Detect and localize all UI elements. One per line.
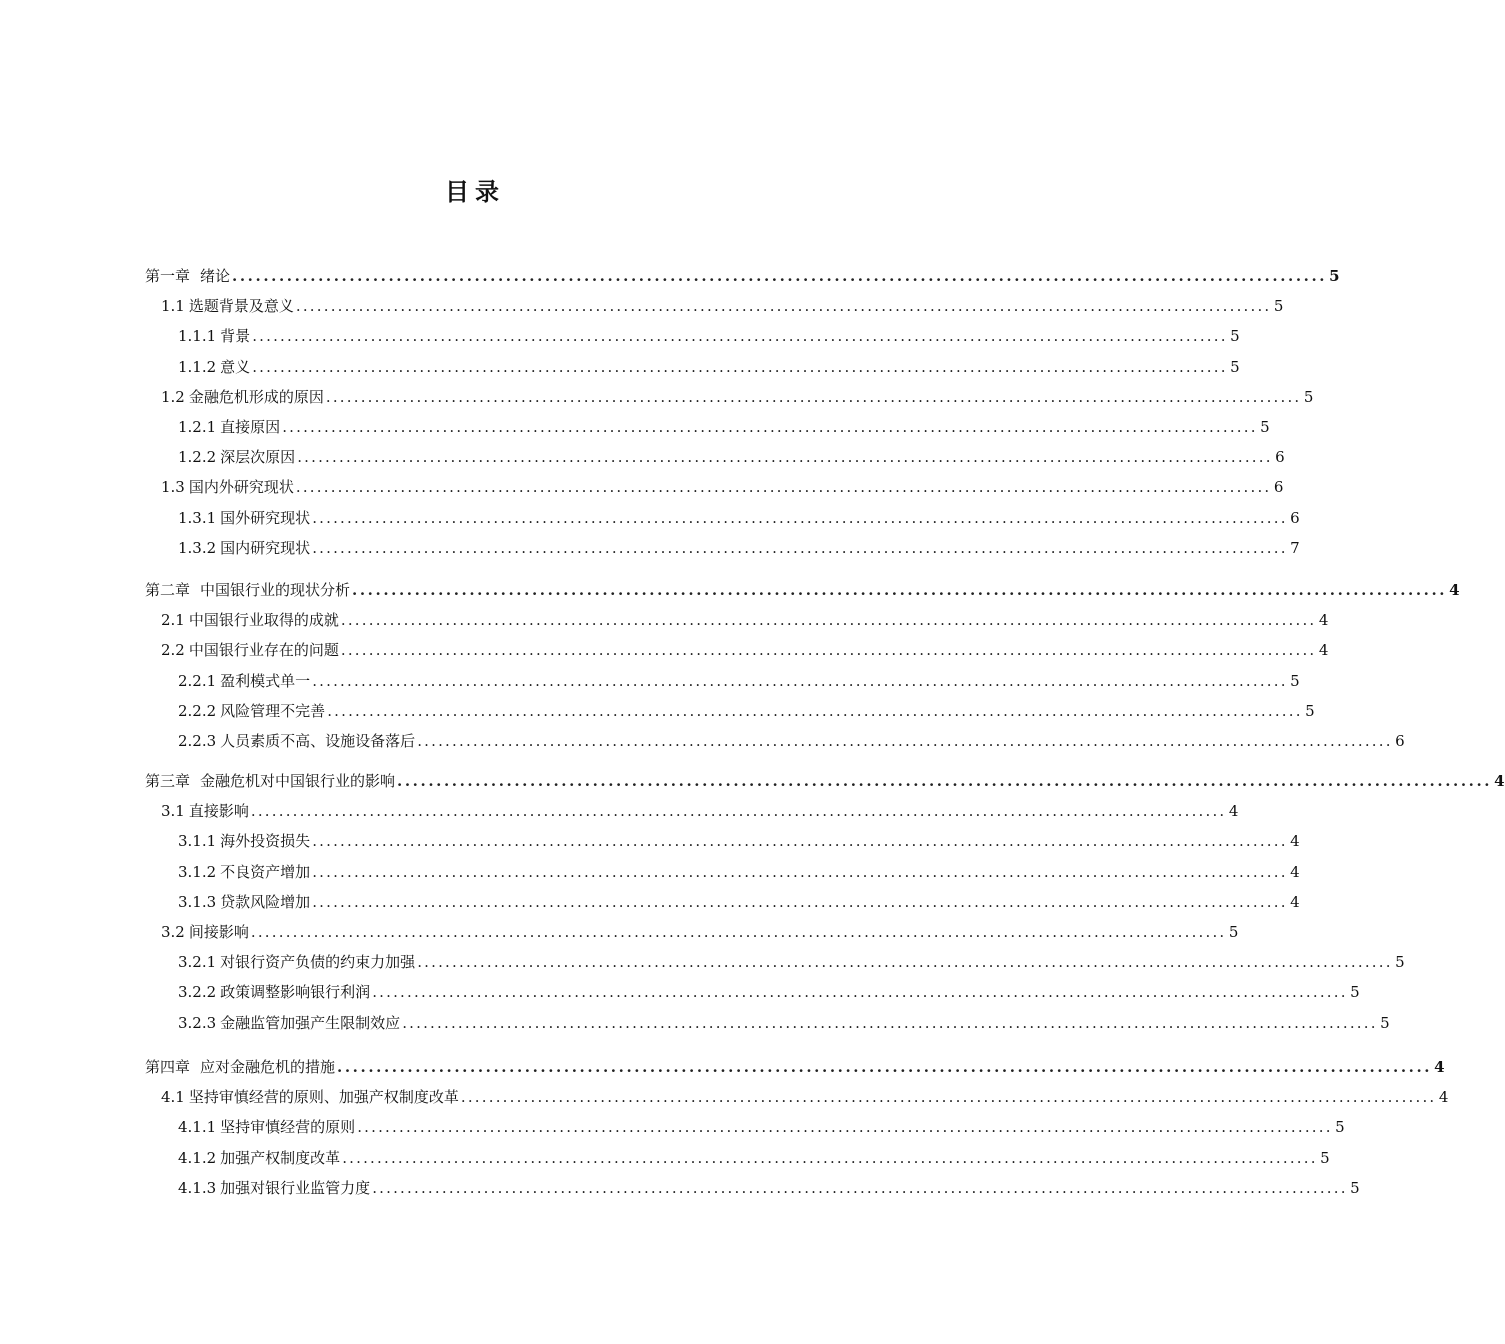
- toc-text: 中国银行业取得的成就: [188, 611, 339, 630]
- toc-text: 风险管理不完善: [220, 701, 326, 720]
- toc-number: 1.1.2: [178, 357, 217, 376]
- toc-number: 3.2: [161, 923, 185, 941]
- toc-leader-dots: ............................................................................................................................................: [232, 267, 1328, 285]
- toc-entry: [161, 638, 1329, 660]
- toc-text: 人员素质不高、设施设备落后: [220, 732, 416, 750]
- toc-leader-dots: ............................................................................................................................................: [295, 297, 1272, 316]
- toc-page-number: 4: [1228, 802, 1239, 821]
- toc-leader-dots: ............................................................................................................................................: [325, 387, 1302, 406]
- toc-page-number: 5: [1380, 1013, 1390, 1032]
- toc-leader-dots: ............................................................................................................................................: [460, 1088, 1437, 1107]
- toc-text: 中国银行业的现状分析: [200, 581, 351, 599]
- toc-entry: [178, 980, 1360, 1002]
- toc-text: 背景: [220, 327, 251, 346]
- toc-leader-dots: ............................................................................................................................................: [312, 892, 1288, 911]
- toc-number: 3.1.3: [178, 892, 217, 911]
- toc-number: 第一章: [145, 267, 191, 285]
- toc-entry: [178, 1176, 1360, 1198]
- toc-page-number: 4: [1494, 772, 1505, 790]
- toc-page-number: 5: [1350, 983, 1360, 1002]
- toc-leader-dots: ............................................................................................................................................: [312, 538, 1288, 557]
- toc-leader-dots: ............................................................................................................................................: [250, 923, 1227, 941]
- toc-text: 选题背景及意义: [188, 297, 294, 316]
- toc-number: 2.1: [161, 611, 185, 630]
- toc-number: 1.3.1: [178, 508, 217, 527]
- toc-page-number: 6: [1290, 508, 1300, 527]
- toc-number: 4.1.1: [178, 1118, 217, 1137]
- toc-number: 2.2.1: [178, 671, 217, 690]
- toc-entry: [178, 729, 1405, 751]
- toc-text: 国外研究现状: [220, 508, 311, 527]
- toc-page-number: 4: [1438, 1088, 1449, 1107]
- toc-leader-dots: ............................................................................................................................................: [417, 732, 1393, 750]
- toc-entry: [178, 324, 1240, 346]
- toc-text: 金融危机对中国银行业的影响: [200, 772, 396, 790]
- toc-chapter: [145, 1055, 1445, 1077]
- toc-text: 盈利模式单一: [220, 671, 311, 690]
- toc-text: 对银行资产负债的约束力加强: [220, 953, 416, 972]
- toc-leader-dots: ............................................................................................................................................: [340, 641, 1317, 660]
- toc-text: 贷款风险增加: [220, 892, 311, 911]
- toc-page-number: 4: [1449, 581, 1460, 599]
- toc-page-number: 5: [1230, 357, 1240, 376]
- toc-text: 坚持审慎经营的原则: [220, 1118, 356, 1137]
- toc-chapter: [145, 578, 1460, 600]
- toc-leader-dots: ............................................................................................................................................: [327, 701, 1303, 720]
- toc-text: 应对金融危机的措施: [200, 1058, 336, 1076]
- toc-leader-dots: ............................................................................................................................................: [402, 1013, 1378, 1032]
- toc-page-number: 4: [1318, 641, 1329, 660]
- toc-number: 1.1: [161, 297, 185, 316]
- toc-entry: [161, 385, 1314, 407]
- toc-leader-dots: ............................................................................................................................................: [342, 1148, 1318, 1167]
- toc-text: 坚持审慎经营的原则、加强产权制度改革: [188, 1088, 459, 1107]
- toc-text: 中国银行业存在的问题: [188, 641, 339, 660]
- toc-page-number: 4: [1318, 611, 1329, 630]
- toc-chapter: [145, 769, 1505, 791]
- toc-entry: [178, 699, 1315, 721]
- toc-number: 1.2: [161, 387, 185, 406]
- toc-number: 4.1.3: [178, 1178, 217, 1197]
- toc-page-number: 6: [1273, 478, 1284, 497]
- toc-leader-dots: ............................................................................................................................................: [417, 953, 1393, 972]
- toc-text: 加强产权制度改革: [220, 1148, 341, 1167]
- toc-number: 1.2.1: [178, 418, 217, 436]
- toc-entry: [178, 1115, 1345, 1137]
- toc-entry: [161, 475, 1284, 497]
- toc-number: 2.2: [161, 641, 185, 660]
- toc-entry: [178, 506, 1300, 528]
- toc-page-number: 5: [1303, 387, 1314, 406]
- toc-text: 意义: [220, 357, 251, 376]
- toc-entry: [161, 608, 1329, 630]
- toc-text: 金融监管加强产生限制效应: [220, 1013, 401, 1032]
- toc-entry: [178, 415, 1270, 437]
- toc-number: 1.3.2: [178, 538, 217, 557]
- toc-entry: [178, 1146, 1330, 1168]
- toc-page-number: 5: [1329, 267, 1340, 285]
- toc-entry: [161, 1085, 1449, 1107]
- toc-text: 间接影响: [188, 923, 249, 941]
- toc-page-number: 5: [1335, 1118, 1345, 1137]
- toc-number: 3.1.2: [178, 862, 217, 881]
- toc-entry: [178, 536, 1300, 558]
- toc-page-number: 5: [1305, 701, 1315, 720]
- toc-number: 1.1.1: [178, 327, 217, 346]
- toc-number: 3.2.1: [178, 953, 217, 972]
- toc-leader-dots: ............................................................................................................................................: [252, 327, 1228, 346]
- toc-leader-dots: ............................................................................................................................................: [397, 772, 1493, 790]
- toc-text: 政策调整影响银行利润: [220, 983, 371, 1002]
- toc-text: 绪论: [200, 267, 231, 285]
- toc-number: 2.2.2: [178, 701, 217, 720]
- toc-entry: [161, 294, 1284, 316]
- toc-number: 3.1: [161, 802, 185, 821]
- toc-leader-dots: ............................................................................................................................................: [372, 1178, 1348, 1197]
- toc-number: 3.1.1: [178, 832, 217, 851]
- toc-page-number: 5: [1273, 297, 1284, 316]
- toc-page-number: 4: [1290, 832, 1300, 851]
- toc-number: 第三章: [145, 772, 191, 790]
- toc-leader-dots: ............................................................................................................................................: [250, 802, 1227, 821]
- toc-number: 4.1: [161, 1088, 185, 1107]
- toc-page-number: 5: [1320, 1148, 1330, 1167]
- toc-leader-dots: ............................................................................................................................................: [340, 611, 1317, 630]
- toc-leader-dots: ............................................................................................................................................: [312, 832, 1288, 851]
- toc-text: 不良资产增加: [220, 862, 311, 881]
- toc-entry: [178, 1011, 1390, 1033]
- toc-leader-dots: ............................................................................................................................................: [337, 1058, 1433, 1076]
- toc-page-number: 6: [1395, 732, 1405, 750]
- toc-entry: [161, 799, 1239, 821]
- toc-page-number: 6: [1275, 448, 1285, 467]
- toc-text: 海外投资损失: [220, 832, 311, 851]
- toc-page-number: 5: [1395, 953, 1405, 972]
- toc-page-number: 5: [1290, 671, 1300, 690]
- toc-number: 第四章: [145, 1058, 191, 1076]
- toc-text: 国内研究现状: [220, 538, 311, 557]
- toc-number: 第二章: [145, 581, 191, 599]
- toc-chapter: [145, 264, 1340, 286]
- toc-page-number: 5: [1350, 1178, 1360, 1197]
- toc-number: 1.2.2: [178, 448, 217, 467]
- toc-leader-dots: ............................................................................................................................................: [295, 478, 1272, 497]
- toc-entry: [178, 669, 1300, 691]
- toc-entry: [178, 829, 1300, 851]
- toc-entry: [178, 950, 1405, 972]
- toc-leader-dots: ............................................................................................................................................: [312, 508, 1288, 527]
- toc-page-number: 4: [1290, 892, 1300, 911]
- toc-number: 3.2.2: [178, 983, 217, 1002]
- toc-text: 金融危机形成的原因: [188, 387, 324, 406]
- toc-number: 1.3: [161, 478, 185, 497]
- toc-text: 国内外研究现状: [188, 478, 294, 497]
- toc-leader-dots: ............................................................................................................................................: [312, 671, 1288, 690]
- toc-entry: [178, 445, 1285, 467]
- toc-number: 3.2.3: [178, 1013, 217, 1032]
- toc-entry: [178, 355, 1240, 377]
- toc-entry: [178, 860, 1300, 882]
- toc-leader-dots: ............................................................................................................................................: [312, 862, 1288, 881]
- toc-text: 直接原因: [220, 418, 281, 436]
- toc-leader-dots: ............................................................................................................................................: [357, 1118, 1333, 1137]
- page-title: 目录: [445, 178, 505, 206]
- toc-leader-dots: ............................................................................................................................................: [372, 983, 1348, 1002]
- toc-entry: [161, 920, 1239, 942]
- toc-page-number: 4: [1290, 862, 1300, 881]
- toc-page-number: 5: [1230, 327, 1240, 346]
- toc-leader-dots: ............................................................................................................................................: [297, 448, 1273, 467]
- toc-page-number: 5: [1260, 418, 1270, 436]
- toc-number: 2.2.3: [178, 732, 217, 750]
- toc-page-number: 5: [1228, 923, 1239, 941]
- toc-text: 直接影响: [188, 802, 249, 821]
- toc-text: 深层次原因: [220, 448, 296, 467]
- toc-number: 4.1.2: [178, 1148, 217, 1167]
- toc-leader-dots: ............................................................................................................................................: [282, 418, 1258, 436]
- toc-entry: [178, 890, 1300, 912]
- toc-leader-dots: ............................................................................................................................................: [252, 357, 1228, 376]
- toc-page-number: 7: [1290, 538, 1300, 557]
- toc-leader-dots: ............................................................................................................................................: [352, 581, 1448, 599]
- toc-page-number: 4: [1434, 1058, 1445, 1076]
- toc-text: 加强对银行业监管力度: [220, 1178, 371, 1197]
